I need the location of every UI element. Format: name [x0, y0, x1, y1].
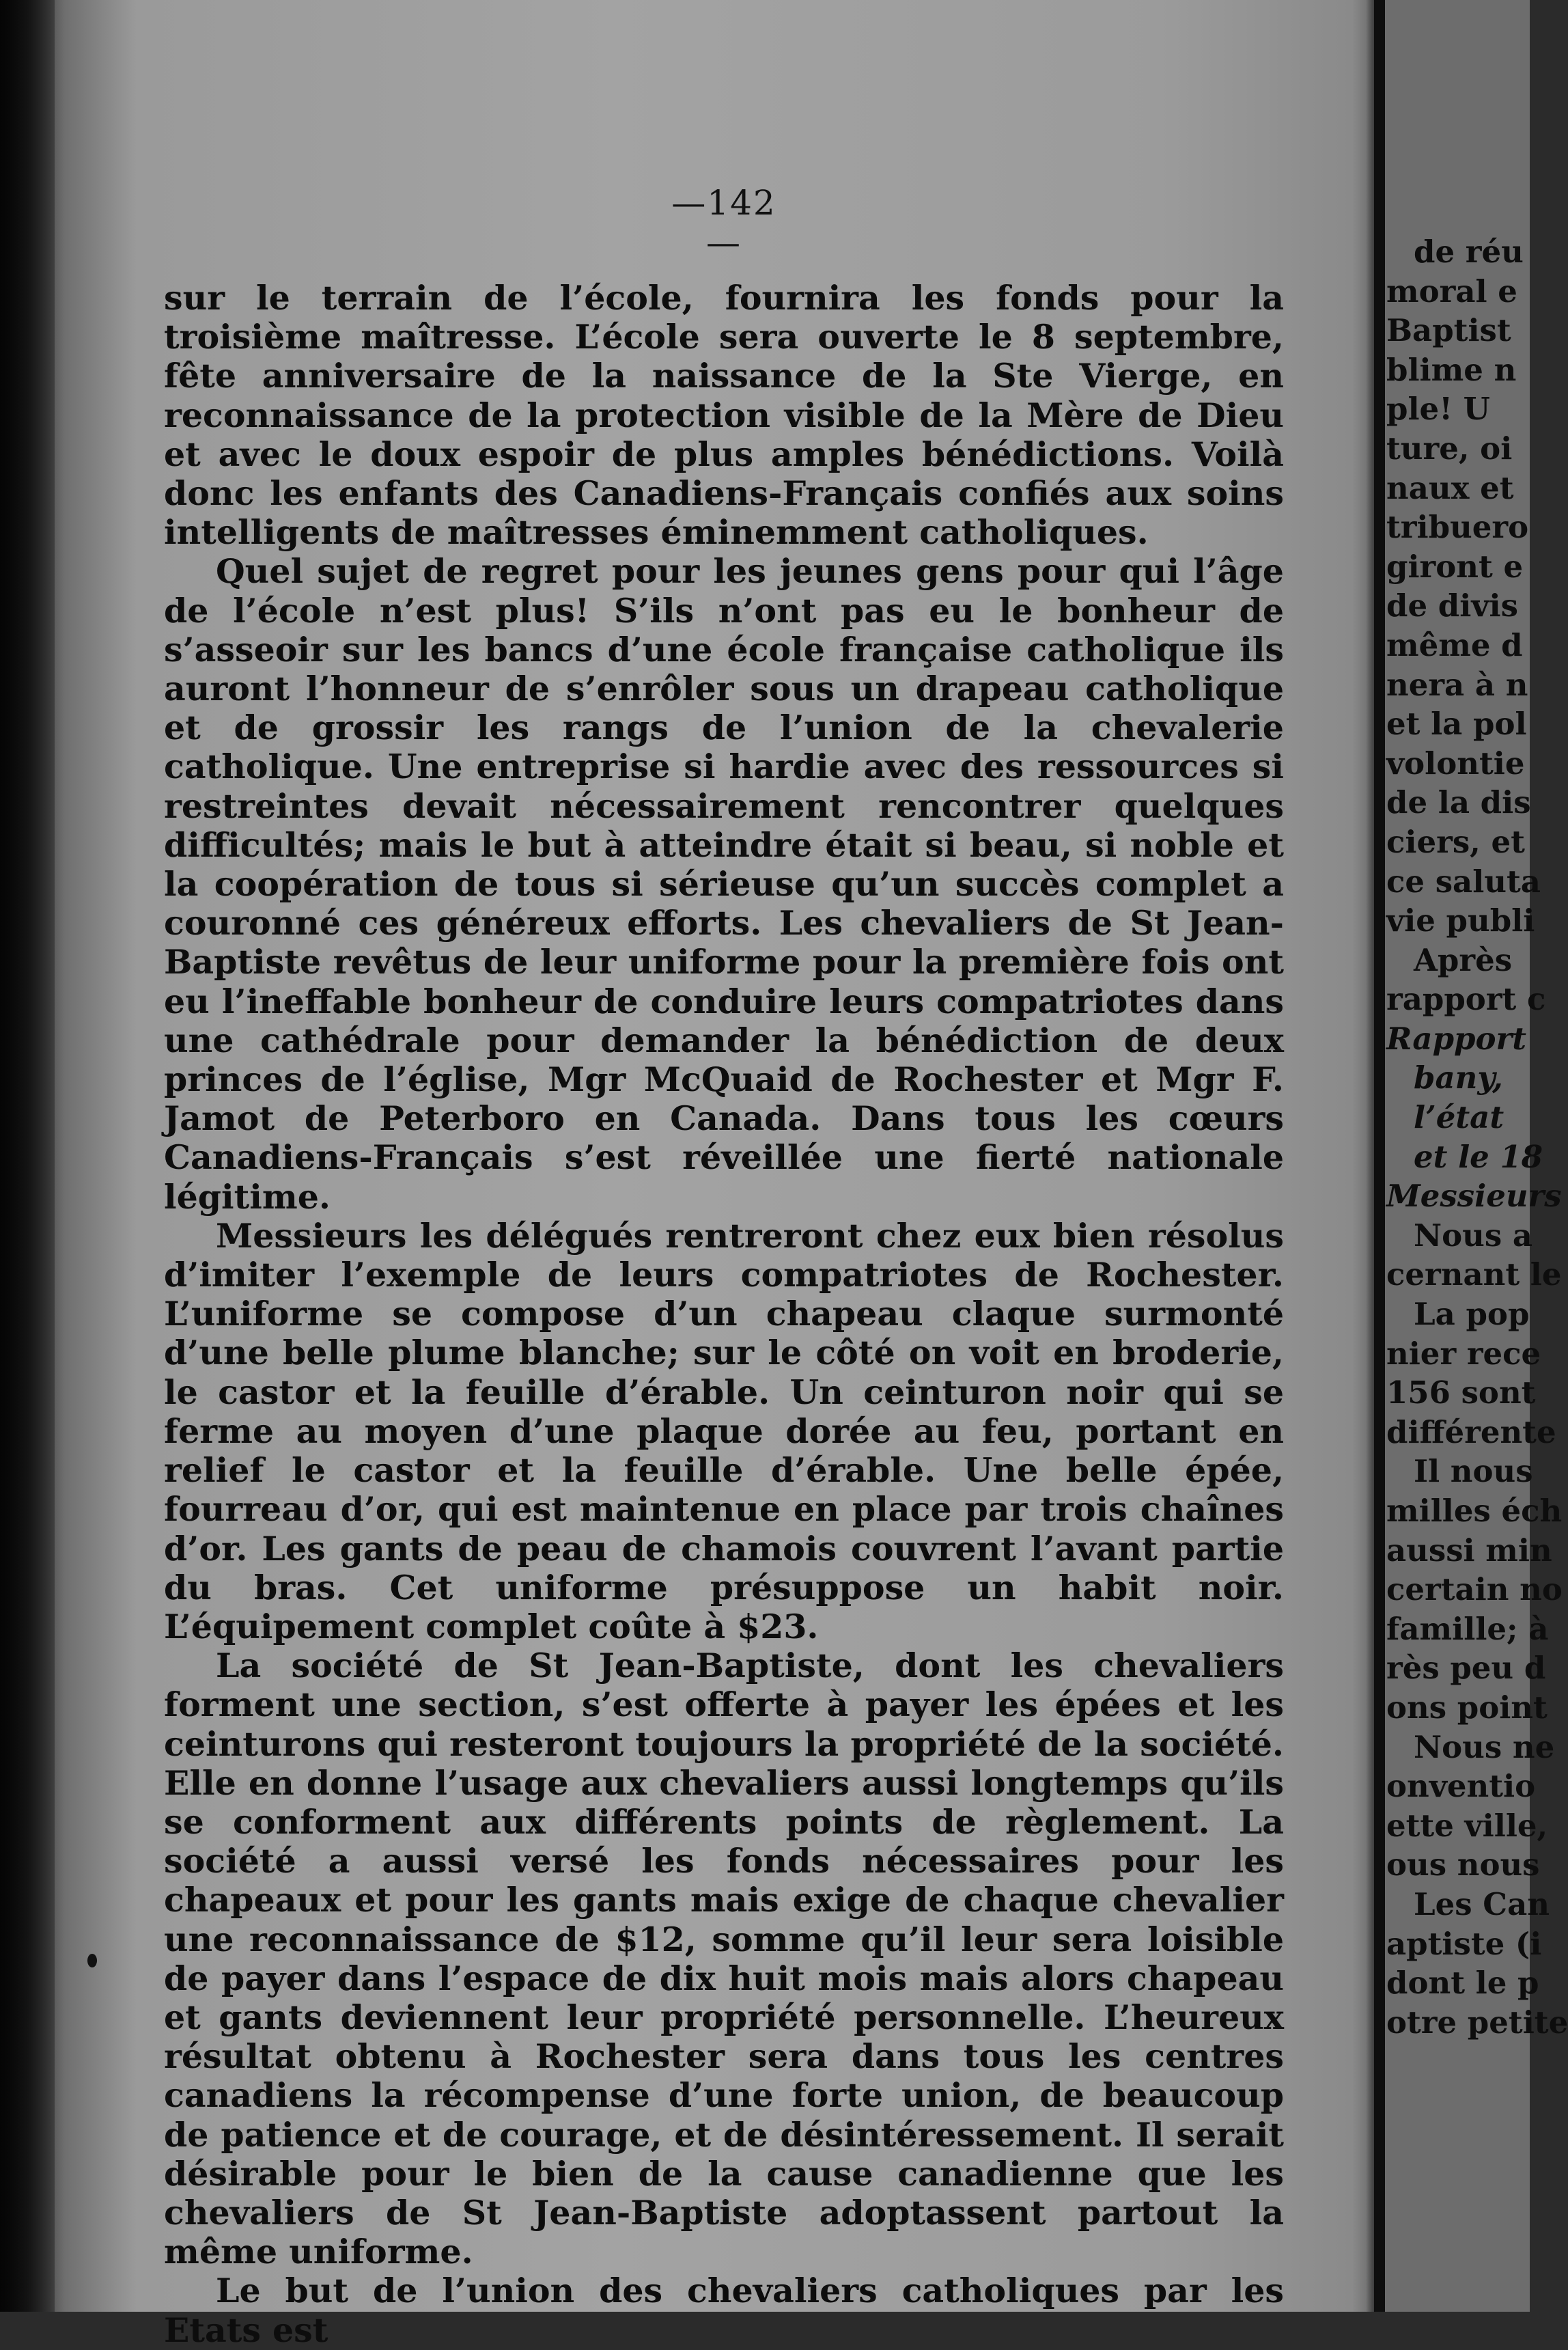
- facing-page-line: ce saluta: [1386, 863, 1541, 900]
- facing-page-line: vie publi: [1386, 902, 1535, 939]
- facing-page-line: ture, oi: [1386, 430, 1513, 467]
- facing-page-line: de réu: [1414, 234, 1524, 270]
- facing-page-line: milles éch: [1386, 1493, 1563, 1529]
- facing-page-line: tribuero: [1386, 509, 1529, 546]
- main-text-column: [164, 279, 1284, 2350]
- facing-page-line: Nous a: [1414, 1217, 1533, 1254]
- gutter-shade: [1366, 0, 1374, 2312]
- facing-page-line: Baptist: [1386, 312, 1511, 349]
- facing-page-line: Nous ne: [1414, 1728, 1555, 1765]
- facing-page-line: ous nous: [1386, 1847, 1540, 1883]
- facing-page-line: naux et: [1386, 469, 1514, 506]
- paragraph: Quel sujet de regret pour les jeunes gens pour qui l’âge de l’école n’est plus! S’ils n’ont pas eu le bonheur de s’asseoir sur les bancs d’une école française catholique ils auront l’honneur de s’enrôler sous un drapeau catholique et de grossir les rangs de l’union de la chevalerie catholique. Une entreprise si hardie avec des ressources si restreintes devait nécessairement rencontrer quelques difficultés; mais le but à atteindre était si beau, si noble et la coopération de tous si sérieuse qu’un succès complet a couronné ces généreux efforts. Les chevaliers de St Jean-Baptiste revêtus de leur uniforme pour la première fois ont eu l’ineffable bonheur de conduire leurs compatriotes dans une cathédrale pour demander la bénédiction de deux princes de l’église, Mgr McQuaid de Rochester et Mgr F. Jamot de Peterboro en Canada. Dans tous les cœurs Canadiens-Français s’est réveillée une fierté nationale légitime.: [164, 551, 1284, 1217]
- book-gutter: [1374, 0, 1385, 2312]
- facing-page-line: dont le p: [1386, 1965, 1539, 2002]
- facing-page-line: Il nous: [1414, 1453, 1533, 1490]
- ink-speck: [87, 1954, 97, 1967]
- facing-page-line: même d: [1386, 626, 1523, 663]
- facing-page-line: aptiste (i: [1386, 1925, 1542, 1962]
- paragraph: La société de St Jean-Baptiste, dont les chevaliers forment une section, s’est offerte à payer les épées et les ceinturons qui resteront toujours la propriété de la société. Elle en donne l’usage aux chevaliers aussi longtemps qu’ils se conforment aux différents points de règlement. La société a aussi versé les fonds nécessaires pour les chapeaux et pour les gants mais exige de chaque chevalier une reconnaissance de $12, somme qu’il leur sera loisible de payer dans l’espace de dix huit mois mais alors chapeau et gants deviennent leur propriété personnelle. L’heureux résultat obtenu à Rochester sera dans tous les centres canadiens la récompense d’une forte union, de beaucoup de patience et de courage, et de désintéressement. Il serait désirable pour le bien de la cause canadienne que les chevaliers de St Jean-Baptiste adoptassent partout la même uniforme.: [164, 1646, 1284, 2272]
- facing-page-line: différente: [1386, 1413, 1556, 1450]
- facing-page-line: l’état: [1414, 1099, 1504, 1136]
- facing-page-line: rès peu d: [1386, 1650, 1546, 1687]
- facing-page-line: Messieurs: [1386, 1178, 1562, 1215]
- facing-page-line: onventio: [1386, 1768, 1536, 1805]
- page-number: —142—: [671, 183, 776, 262]
- facing-page-line: de la dis: [1386, 784, 1531, 821]
- facing-page-line: et la pol: [1386, 706, 1527, 743]
- paragraph: Messieurs les délégués rentreront chez eux bien résolus d’imiter l’exemple de leurs compatriotes de Rochester. L’uniforme se compose d’un chapeau claque surmonté d’une belle plume blanche; sur le côté on voit en broderie, le castor et la feuille d’érable. Un ceinturon noir qui se ferme au moyen d’une plaque dorée au feu, portant en relief le castor et la feuille d’érable. Une belle épée, fourreau d’or, qui est maintenue en place par trois chaînes d’or. Les gants de peau de chamois couvrent l’avant partie du bras. Cet uniforme présuppose un habit noir. L’équipement complet coûte à $23.: [164, 1215, 1284, 1646]
- facing-page-line: otre petite: [1386, 2004, 1568, 2041]
- facing-page-line: moral e: [1386, 273, 1517, 309]
- page-edge-shadow: [0, 0, 55, 2312]
- facing-page-line: Après: [1414, 941, 1513, 978]
- facing-page-line: La pop: [1414, 1296, 1530, 1333]
- facing-page-line: blime n: [1386, 351, 1517, 388]
- facing-page-line: nera à n: [1386, 666, 1528, 703]
- facing-page-line: 156 sont: [1386, 1374, 1536, 1411]
- facing-page-line: volontie: [1386, 745, 1525, 782]
- facing-page-line: ons point: [1386, 1689, 1548, 1726]
- facing-page-line: ette ville,: [1386, 1807, 1548, 1844]
- facing-page-line: bany,: [1414, 1060, 1503, 1096]
- facing-page-line: ciers, et: [1386, 823, 1525, 860]
- facing-page-line: de divis: [1386, 588, 1518, 624]
- facing-page-line: aussi min: [1386, 1532, 1552, 1568]
- facing-page-line: et le 18: [1414, 1138, 1543, 1175]
- facing-page-line: giront e: [1386, 548, 1524, 585]
- facing-page-line: cernant le: [1386, 1256, 1562, 1293]
- facing-page-line: ple! U: [1386, 391, 1490, 428]
- facing-page-line: Les Can: [1414, 1885, 1550, 1922]
- facing-page-line: nier rece: [1386, 1335, 1541, 1372]
- facing-page-column: [1386, 232, 1568, 2042]
- facing-page-line: certain no: [1386, 1571, 1563, 1608]
- facing-page-line: rapport c: [1386, 981, 1546, 1018]
- facing-page-line: Rapport: [1386, 1020, 1527, 1057]
- facing-page-line: famille; à: [1386, 1610, 1549, 1647]
- paragraph: Le but de l’union des chevaliers catholiques par les Etats est: [164, 2271, 1284, 2350]
- paragraph: sur le terrain de l’école, fournira les fonds pour la troisième maîtresse. L’école sera ouverte le 8 septembre, fête anniversaire de la naissance de la Ste Vierge, en reconnaissance de la protection visible de la Mère de Dieu et avec le doux espoir de plus amples bénédictions. Voilà donc les enfants des Canadiens-Français confiés aux soins intelligents de maîtresses éminemment catholiques.: [164, 278, 1284, 553]
